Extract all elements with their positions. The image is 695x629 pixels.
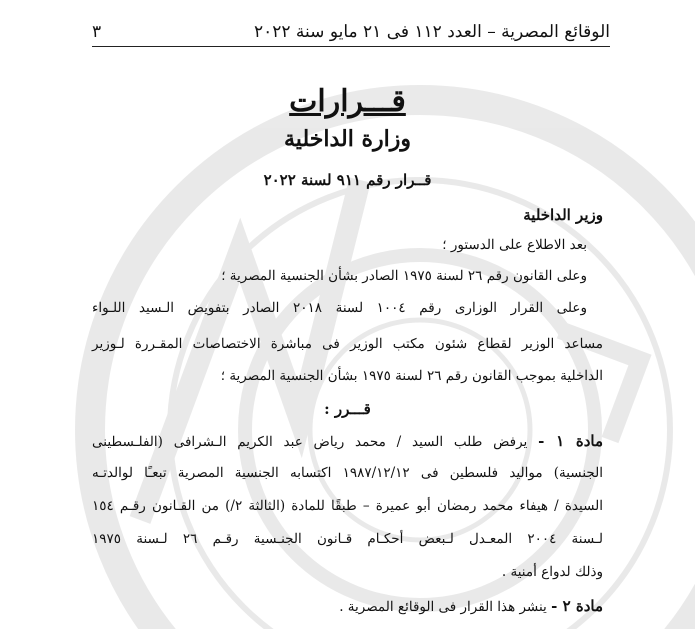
article-1-line: وذلك لدواع أمنية . — [501, 564, 603, 580]
preamble-line: مساعد الوزير لقطاع شئون مكتب الوزير فى مباشرة الاختصاصات المقـررة لـوزير — [92, 336, 603, 352]
preamble-line: بعد الاطلاع على الدستور ؛ — [442, 237, 587, 253]
article-2-text: ينشر هذا القرار فى الوقائع المصرية . — [339, 599, 547, 615]
article-1-line: لـسنة ٢٠٠٤ المعـدل لـبعض أحكـام قـانون الجنـسية رقـم ٢٦ لـسنة ١٩٧٥ — [92, 531, 603, 547]
page-header — [92, 20, 610, 44]
article-1-line — [92, 432, 603, 450]
issuing-authority: وزير الداخلية — [523, 206, 603, 224]
article-2-line — [92, 597, 603, 615]
article-1-label: مادة ١ - — [538, 432, 603, 450]
article-2-label: مادة ٢ - — [551, 597, 603, 615]
decided-heading: قـــرر : — [324, 400, 371, 418]
preamble-line: الداخلية بموجب القانون رقم ٢٦ لسنة ١٩٧٥ بشأن الجنسية المصرية ؛ — [220, 368, 603, 384]
preamble-line: وعلى القرار الوزارى رقم ١٠٠٤ لسنة ٢٠١٨ الصادر بتفويض الـسيد اللـواء — [92, 300, 587, 316]
preamble-line: وعلى القانون رقم ٢٦ لسنة ١٩٧٥ الصادر بشأن الجنسية المصرية ؛ — [221, 268, 587, 284]
article-1-line: السيدة / هيفاء محمد رمضان أبو عميرة – طبقًا للمادة (الثالثة ٢/) من القـانون رقـم ١٥٤ — [92, 498, 603, 514]
article-1-text: يرفض طلب السيد / محمد رياض عبد الكريم الـشرافى (الفلـسطينى — [92, 434, 528, 450]
publication-info: الوقائع المصرية – العدد ١١٢ فى ٢١ مايو سنة ٢٠٢٢ — [254, 22, 610, 42]
article-1-line: الجنسية) مواليد فلسطين فى ١٩٨٧/١٢/١٢ اكتسابه الجنسية المصرية تبعـًا لوالدتـه — [92, 465, 604, 481]
header-divider — [92, 46, 610, 47]
page-number: ٣ — [92, 22, 102, 42]
ministry-name: وزارة الداخلية — [284, 126, 411, 152]
section-title: قـــرارات — [289, 84, 406, 119]
decree-number: قــرار رقم ٩١١ لسنة ٢٠٢٢ — [263, 171, 432, 189]
